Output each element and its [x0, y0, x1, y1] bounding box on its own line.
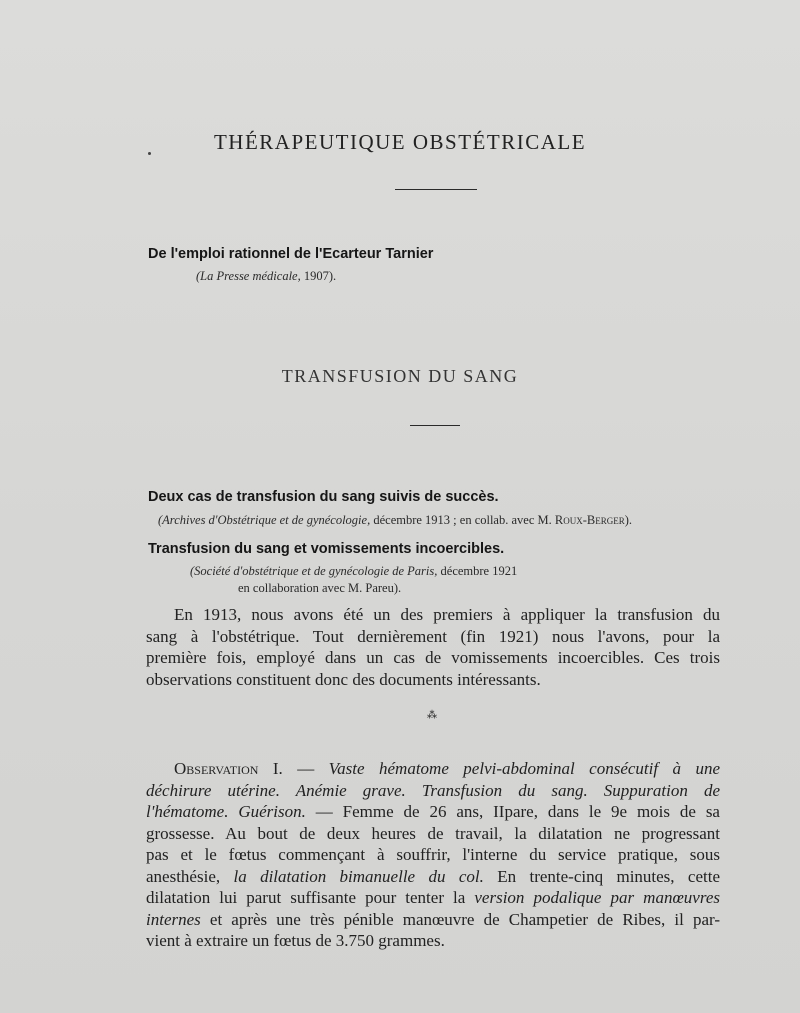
entry-ref-journal-3: (Société d'obstétrique et de gynécologie de Paris,	[190, 564, 438, 578]
observation-number: I. —	[258, 759, 329, 778]
italic-text: déchirure utérine. Anémie grave. Transfusion du sang. Suppuration de	[146, 780, 720, 800]
entry-title-1: De l'emploi rationnel de l'Ecarteur Tarnier	[148, 246, 434, 262]
roman-text: vient à extraire un fœtus de 3.750 grammes.	[146, 931, 445, 950]
intro-line: observations constituent donc des documents intéressants.	[146, 669, 541, 689]
observation-line	[146, 866, 720, 888]
entry-ref-date-3: décembre 1921	[437, 564, 518, 578]
italic-text: la dilatation bimanuelle du col.	[233, 866, 484, 886]
roman-text: — Femme de 26 ans, IIpare, dans le 9e mois de sa	[305, 802, 720, 821]
intro-line: sang à l'obstétrique. Tout dernièrement (fin 1921) nous l'avons, pour la	[146, 626, 720, 646]
roman-text: dilatation lui parut suffisante pour tenter la	[146, 888, 475, 907]
subsection-title: TRANSFUSION DU SANG	[281, 366, 519, 386]
italic-text: version podalique par manœuvres	[474, 888, 720, 907]
observation-line	[146, 844, 720, 866]
observation-line	[146, 801, 720, 823]
italic-text: l'hématome. Guérison.	[146, 802, 306, 821]
italic-text: Vaste hématome pelvi-abdominal consécutif à une	[328, 759, 720, 778]
title-rule	[395, 189, 477, 190]
observation-line	[146, 909, 720, 931]
intro-line: En 1913, nous avons été un des premiers à appliquer la transfusion du	[174, 605, 720, 624]
observation-label: Observation	[174, 759, 259, 778]
entry-ref-2	[158, 513, 632, 528]
entry-ref-journal-1: (La Presse médicale,	[196, 269, 301, 283]
roman-text: grossesse. Au bout de deux heures de travail, la dilatation ne progressant	[146, 823, 720, 843]
observation-line	[146, 758, 720, 780]
entry-title-3: Transfusion du sang et vomissements incoercibles.	[148, 541, 505, 557]
intro-paragraph	[146, 604, 720, 690]
entry-ref-date-2: décembre 1913 ; en collab. avec M.	[370, 513, 555, 527]
italic-text: internes	[146, 909, 201, 929]
observation-line	[146, 780, 720, 802]
observation-line	[146, 930, 720, 952]
entry-ref-journal-2: (Archives d'Obstétrique et de gynécologie,	[158, 513, 371, 527]
observation-line	[146, 823, 720, 845]
observation-paragraph	[146, 758, 720, 952]
entry-ref-1	[196, 269, 336, 284]
intro-line: première fois, employé dans un cas de vomissements incoercibles. Ces trois	[146, 648, 720, 667]
entry-ref-end-2: ).	[624, 513, 633, 527]
section-title: THÉRAPEUTIQUE OBSTÉTRICALE	[213, 130, 587, 154]
entry-title-2: Deux cas de transfusion du sang suivis de succès.	[148, 489, 499, 505]
entry-ref-date-1: 1907).	[300, 269, 337, 283]
roman-text: pas et le fœtus commençant à souffrir, l'interne du service pratique, sous	[146, 845, 720, 864]
subsection-rule	[410, 425, 460, 426]
roman-text: En trente-cinq minutes, cette	[483, 866, 720, 886]
entry-ref-3	[190, 564, 517, 579]
entry-ref-author-2: Roux-Berger	[554, 513, 625, 527]
roman-text: et après une très pénible manœuvre de Champetier de Ribes, il par-	[200, 909, 720, 929]
observation-line	[146, 887, 720, 909]
asterism-divider: ⁂	[427, 710, 437, 721]
roman-text: anesthésie,	[146, 866, 234, 886]
entry-ref-3-line2: en collaboration avec M. Pareu).	[238, 581, 402, 595]
